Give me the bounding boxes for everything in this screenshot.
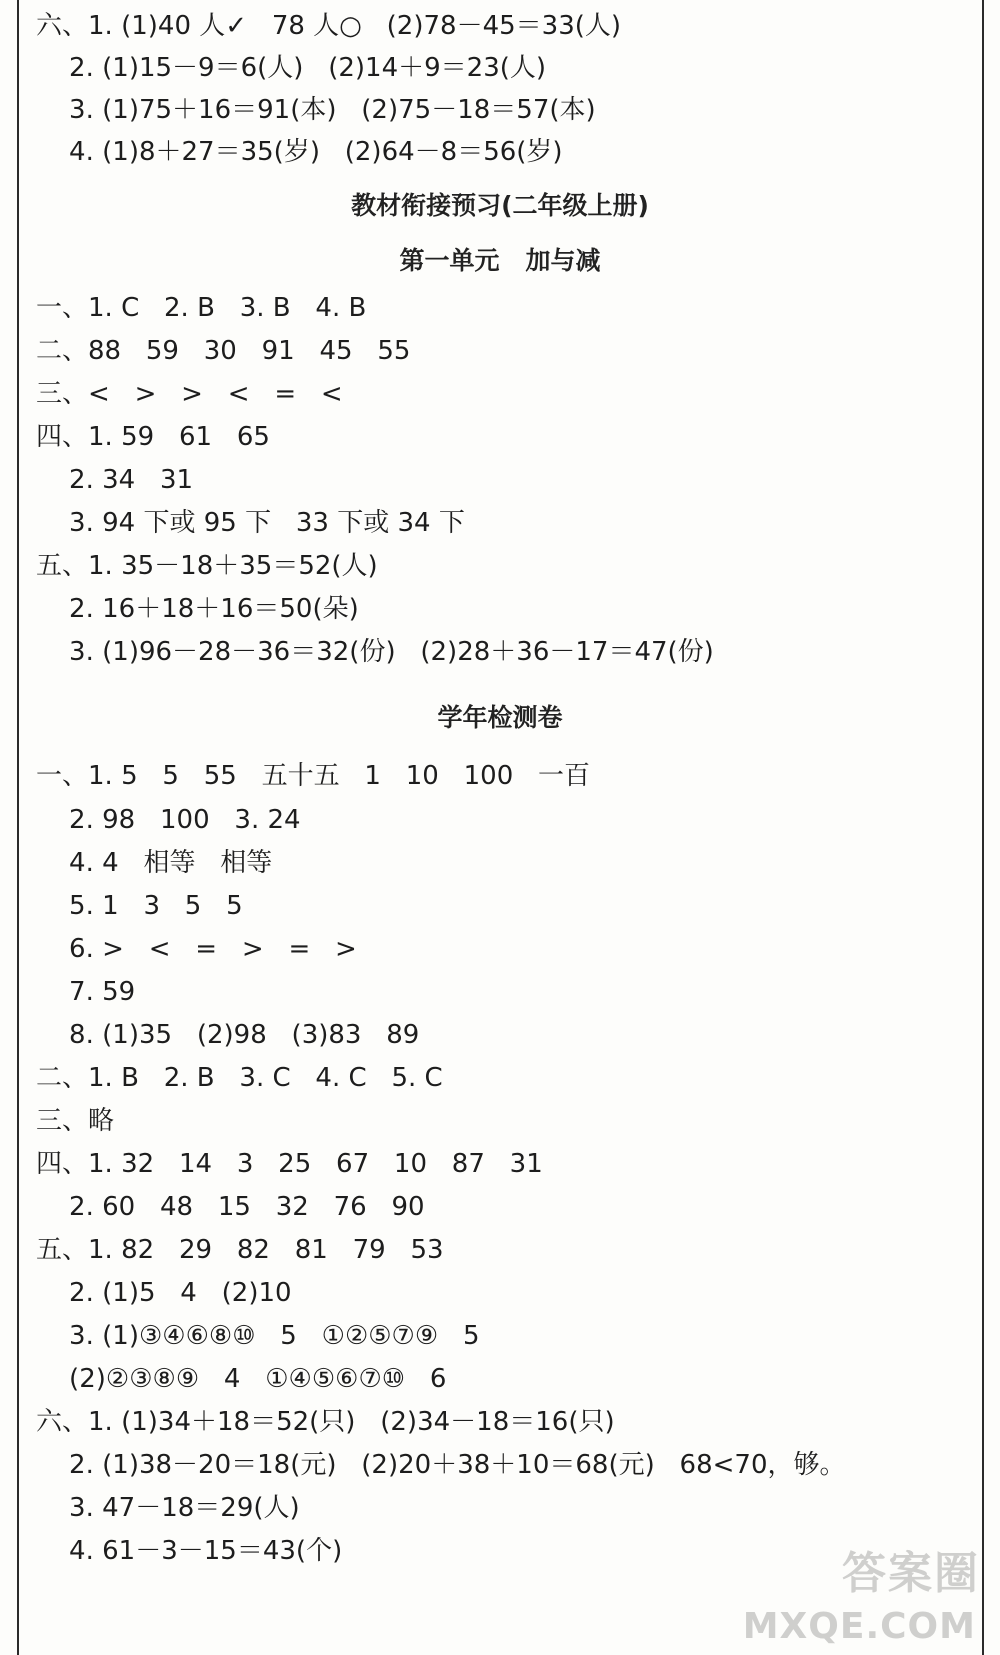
answer-line: 2. 60 48 15 32 76 90 (36, 1192, 425, 1222)
answer-line: 3. 47－18＝29(人) (36, 1493, 300, 1523)
section-heading: 第一单元 加与减 (399, 246, 601, 275)
watermark-text-top: 答案圈 (842, 1548, 980, 1599)
watermark-logo (742, 1537, 980, 1647)
answer-line: 6. > < = > = > (36, 934, 357, 964)
watermark-text-bottom: MXQE.COM (742, 1606, 976, 1647)
answer-line: 四、1. 32 14 3 25 67 10 87 31 (36, 1149, 543, 1179)
answer-line: 2. (1)38－20＝18(元) (2)20＋38＋10＝68(元) 68<70，够。 (36, 1450, 846, 1480)
answer-line: 四、1. 59 61 65 (36, 422, 270, 452)
answer-line: 3. 94 下或 95 下 33 下或 34 下 (36, 508, 465, 538)
answer-line: 4. 61－3－15＝43(个) (36, 1536, 343, 1566)
answer-line: 五、1. 35－18＋35＝52(人) (36, 551, 378, 581)
answer-line: 3. (1)75＋16＝91(本) (2)75－18＝57(本) (36, 95, 596, 125)
answer-line: (2)②③⑧⑨ 4 ①④⑤⑥⑦⑩ 6 (36, 1364, 447, 1394)
answer-line: 一、1. 5 5 55 五十五 1 10 100 一百 (36, 761, 591, 791)
section-heading: 学年检测卷 (437, 703, 563, 732)
answer-line: 六、1. (1)34＋18＝52(只) (2)34－18＝16(只) (36, 1407, 615, 1437)
answer-line: 3. (1)③④⑥⑧⑩ 5 ①②⑤⑦⑨ 5 (36, 1321, 480, 1351)
section-heading: 教材衔接预习(二年级上册) (351, 191, 649, 220)
answer-line: 2. (1)5 4 (2)10 (36, 1278, 292, 1308)
answer-line: 2. 34 31 (36, 465, 194, 495)
answer-line: 三、< > > < = < (36, 379, 343, 409)
answer-line: 8. (1)35 (2)98 (3)83 89 (36, 1020, 420, 1050)
answer-line: 5. 1 3 5 5 (36, 891, 243, 921)
answer-line: 3. (1)96－28－36＝32(份) (2)28＋36－17＝47(份) (36, 637, 714, 667)
answer-line: 2. 16＋18＋16＝50(朵) (36, 594, 359, 624)
answer-line: 五、1. 82 29 82 81 79 53 (36, 1235, 444, 1265)
answer-line: 2. (1)15－9＝6(人) (2)14＋9＝23(人) (36, 53, 547, 83)
answer-line: 二、1. B 2. B 3. C 4. C 5. C (36, 1063, 443, 1093)
answer-line: 六、1. (1)40 人✓ 78 人○ (2)78－45＝33(人) (36, 11, 622, 41)
answer-line: 三、略 (36, 1106, 115, 1136)
answer-line: 7. 59 (36, 977, 136, 1007)
answer-line: 4. (1)8＋27＝35(岁) (2)64－8＝56(岁) (36, 137, 563, 167)
answer-line: 4. 4 相等 相等 (36, 848, 273, 878)
answer-line: 2. 98 100 3. 24 (36, 805, 301, 835)
answer-line: 二、88 59 30 91 45 55 (36, 336, 411, 366)
answer-line: 一、1. C 2. B 3. B 4. B (36, 293, 367, 323)
